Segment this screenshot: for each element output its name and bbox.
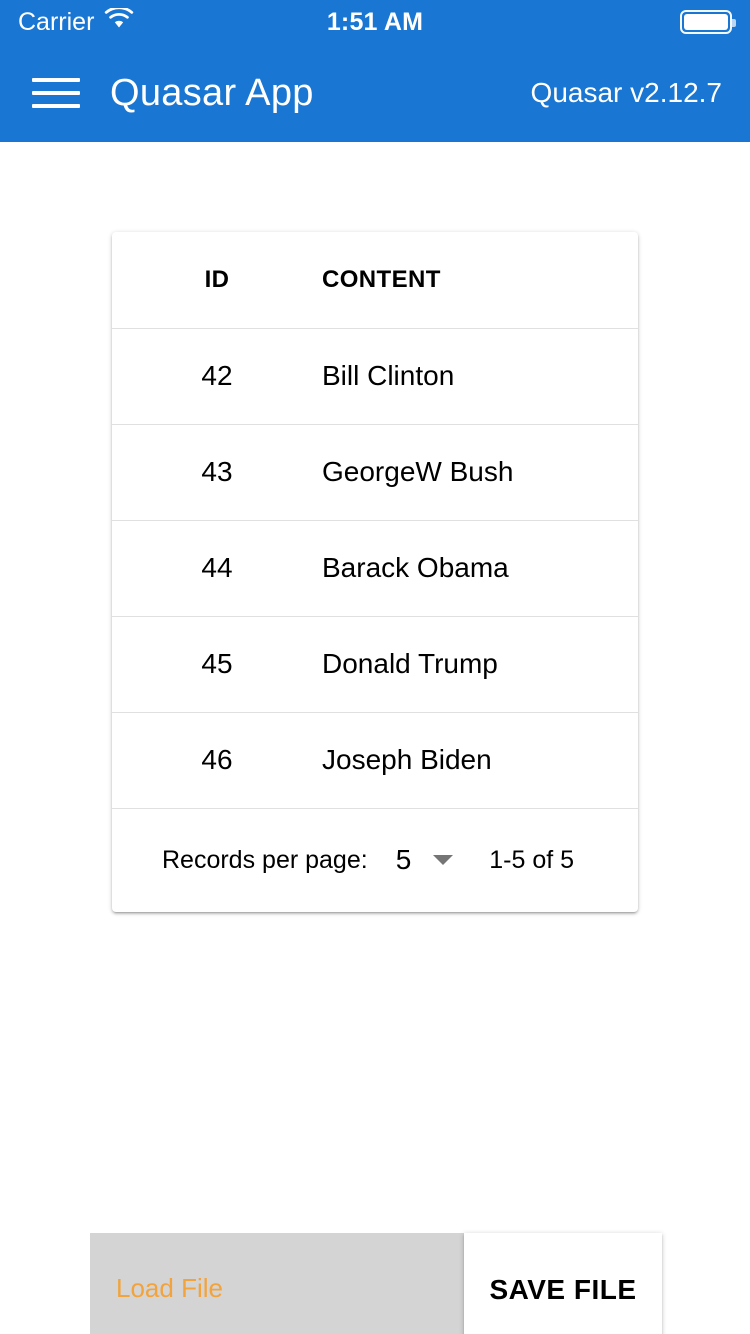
load-file-button[interactable] [90,1233,464,1334]
records-per-page-value: 5 [395,844,412,875]
status-time: 1:51 AM [326,7,424,36]
status-bar [0,0,750,44]
data-table [112,232,638,809]
cell-id: 43 [112,424,322,520]
column-header-content[interactable]: CONTENT [322,232,638,328]
records-per-page-label: Records per page: [162,845,368,874]
cell-content: Donald Trump [322,616,638,712]
file-actions [90,1233,662,1334]
data-table-card [112,232,638,912]
app-toolbar [0,44,750,142]
table-row[interactable] [112,328,638,424]
table-body [112,328,638,808]
load-file-label: Load File [116,1272,223,1303]
table-row[interactable] [112,616,638,712]
cell-content: GeorgeW Bush [322,424,638,520]
carrier-label: Carrier [18,7,95,36]
pagination-range: 1-5 of 5 [489,845,575,874]
page-title: Quasar App [110,71,314,114]
records-per-page-select[interactable] [396,844,454,876]
chevron-down-icon [433,855,453,865]
cell-content: Bill Clinton [322,328,638,424]
cell-content: Joseph Biden [322,712,638,808]
table-row[interactable] [112,520,638,616]
cell-id: 44 [112,520,322,616]
table-header-row [112,232,638,328]
table-row[interactable] [112,424,638,520]
cell-id: 46 [112,712,322,808]
table-row[interactable] [112,712,638,808]
page-content [0,142,750,1334]
battery-full-icon [680,10,732,34]
column-header-id[interactable]: ID [112,232,322,328]
table-header [112,232,638,328]
table-pagination [112,809,638,912]
version-label: Quasar v2.12.7 [530,77,722,108]
cell-content: Barack Obama [322,520,638,616]
status-bar-right [680,10,732,34]
save-file-button[interactable]: SAVE FILE [464,1233,662,1334]
hamburger-menu-icon[interactable] [28,65,84,121]
cell-id: 45 [112,616,322,712]
cell-id: 42 [112,328,322,424]
